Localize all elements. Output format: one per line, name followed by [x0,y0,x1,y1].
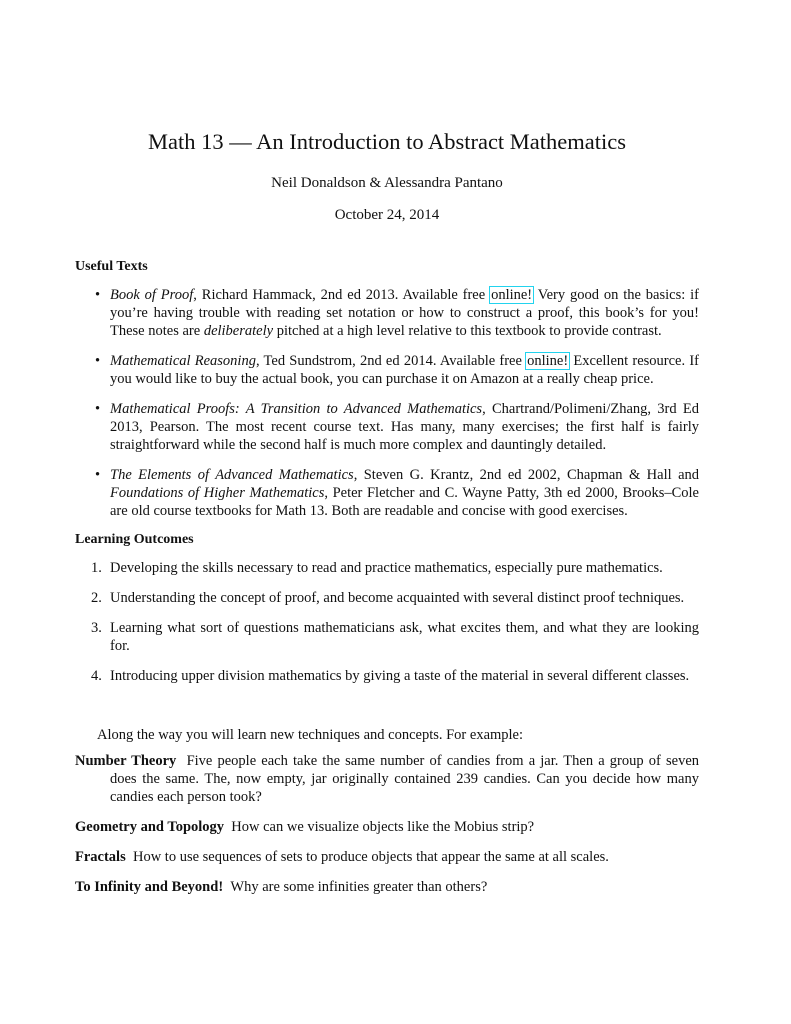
useful-texts-heading: Useful Texts [75,259,148,274]
book-description: Excellent resource. If you would like to buy the actual book, you can purchase it on Amazon at a really cheap price. [110,353,699,387]
book-title: The Elements of Advanced Mathematics [110,467,354,483]
authors: Neil Donaldson & Alessandra Pantano [271,175,503,191]
topic-description: Why are some infinities greater than others? [230,879,488,895]
book-info: , Steven G. Krantz, 2nd ed 2002, Chapman & Hall and [353,467,700,483]
topic-description: How can we visualize objects like the Mobius strip? [231,819,535,835]
outcome-text: Understanding the concept of proof, and become acquainted with several distinct proof techniques. [110,590,685,606]
list-item [75,286,699,340]
topic-item [75,752,699,806]
book-description: pitched at a high level relative to this textbook to provide contrast. [273,323,662,339]
item-number: 2. [91,590,102,606]
online-link[interactable]: online! [527,353,569,369]
topic-description: Five people each take the same number of candies from a jar. Then a group of seven does the same. The, now empty, jar originally contained 239 candies. Can you decide how many candies each person took? [110,753,700,805]
useful-texts-list [75,286,699,532]
list-item [75,466,699,520]
list-item [75,667,699,685]
date: October 24, 2014 [334,207,440,223]
topic-term: To Infinity and Beyond! [75,879,224,895]
topic-item [75,878,699,896]
bullet-icon: • [95,287,101,303]
topic-term: Number Theory [75,753,177,769]
book-title: Book of Proof [110,287,194,303]
book-info: , Richard Hammack, 2nd ed 2013. Available free [193,287,491,303]
book-title: Foundations of Higher Mathematics [110,485,325,501]
bullet-icon: • [95,401,101,417]
outcome-text: Introducing upper division mathematics by giving a taste of the material in several different classes. [110,668,690,684]
book-description: , Chartrand/Polimeni/Zhang, 3rd Ed 2013, Pearson. The most recent course text. Has many, many exercises; the first half is fairly straightforward while the second half is much more complex and dauntingly detailed. [110,401,699,453]
book-title: Mathematical Proofs: A Transition to Advanced Mathematics [110,401,483,417]
item-number: 1. [91,560,102,576]
item-number: 4. [91,668,102,684]
topic-term: Geometry and Topology [75,819,225,835]
outcomes-intro: Along the way you will learn new techniques and concepts. For example: [97,727,524,743]
list-item [75,400,699,454]
page-title: Math 13 — An Introduction to Abstract Mathematics [147,129,627,154]
online-link[interactable]: online! [491,287,533,303]
topic-item [75,818,699,836]
bullet-icon: • [95,353,101,369]
topics-list [75,752,699,908]
book-description: , Peter Fletcher and C. Wayne Patty, 3th ed 2000, Brooks–Cole are old course textbooks for Math 13. Both are readable and concise with good exercises. [110,485,699,519]
book-description: Very good on the basics: if you’re having trouble with reading set notation or how to construct a proof, this book’s for you! These notes are [110,287,699,339]
outcome-text: Developing the skills necessary to read and practice mathematics, especially pure mathematics. [110,560,663,576]
bullet-icon: • [95,467,101,483]
list-item [75,352,699,388]
topic-item [75,848,699,866]
item-number: 3. [91,620,102,636]
outcome-text: Learning what sort of questions mathematicians ask, what excites them, and what they are looking for. [110,620,699,654]
book-title: Mathematical Reasoning [110,353,256,369]
learning-outcomes-list [75,559,699,697]
list-item [75,589,699,607]
list-item [75,619,699,655]
emphasis: deliberately [203,323,274,339]
topic-term: Fractals [75,849,126,865]
book-info: , Ted Sundstrom, 2nd ed 2014. Available free [255,353,527,369]
learning-outcomes-heading: Learning Outcomes [75,532,194,547]
list-item [75,559,699,577]
topic-description: How to use sequences of sets to produce objects that appear the same at all scales. [132,849,609,865]
